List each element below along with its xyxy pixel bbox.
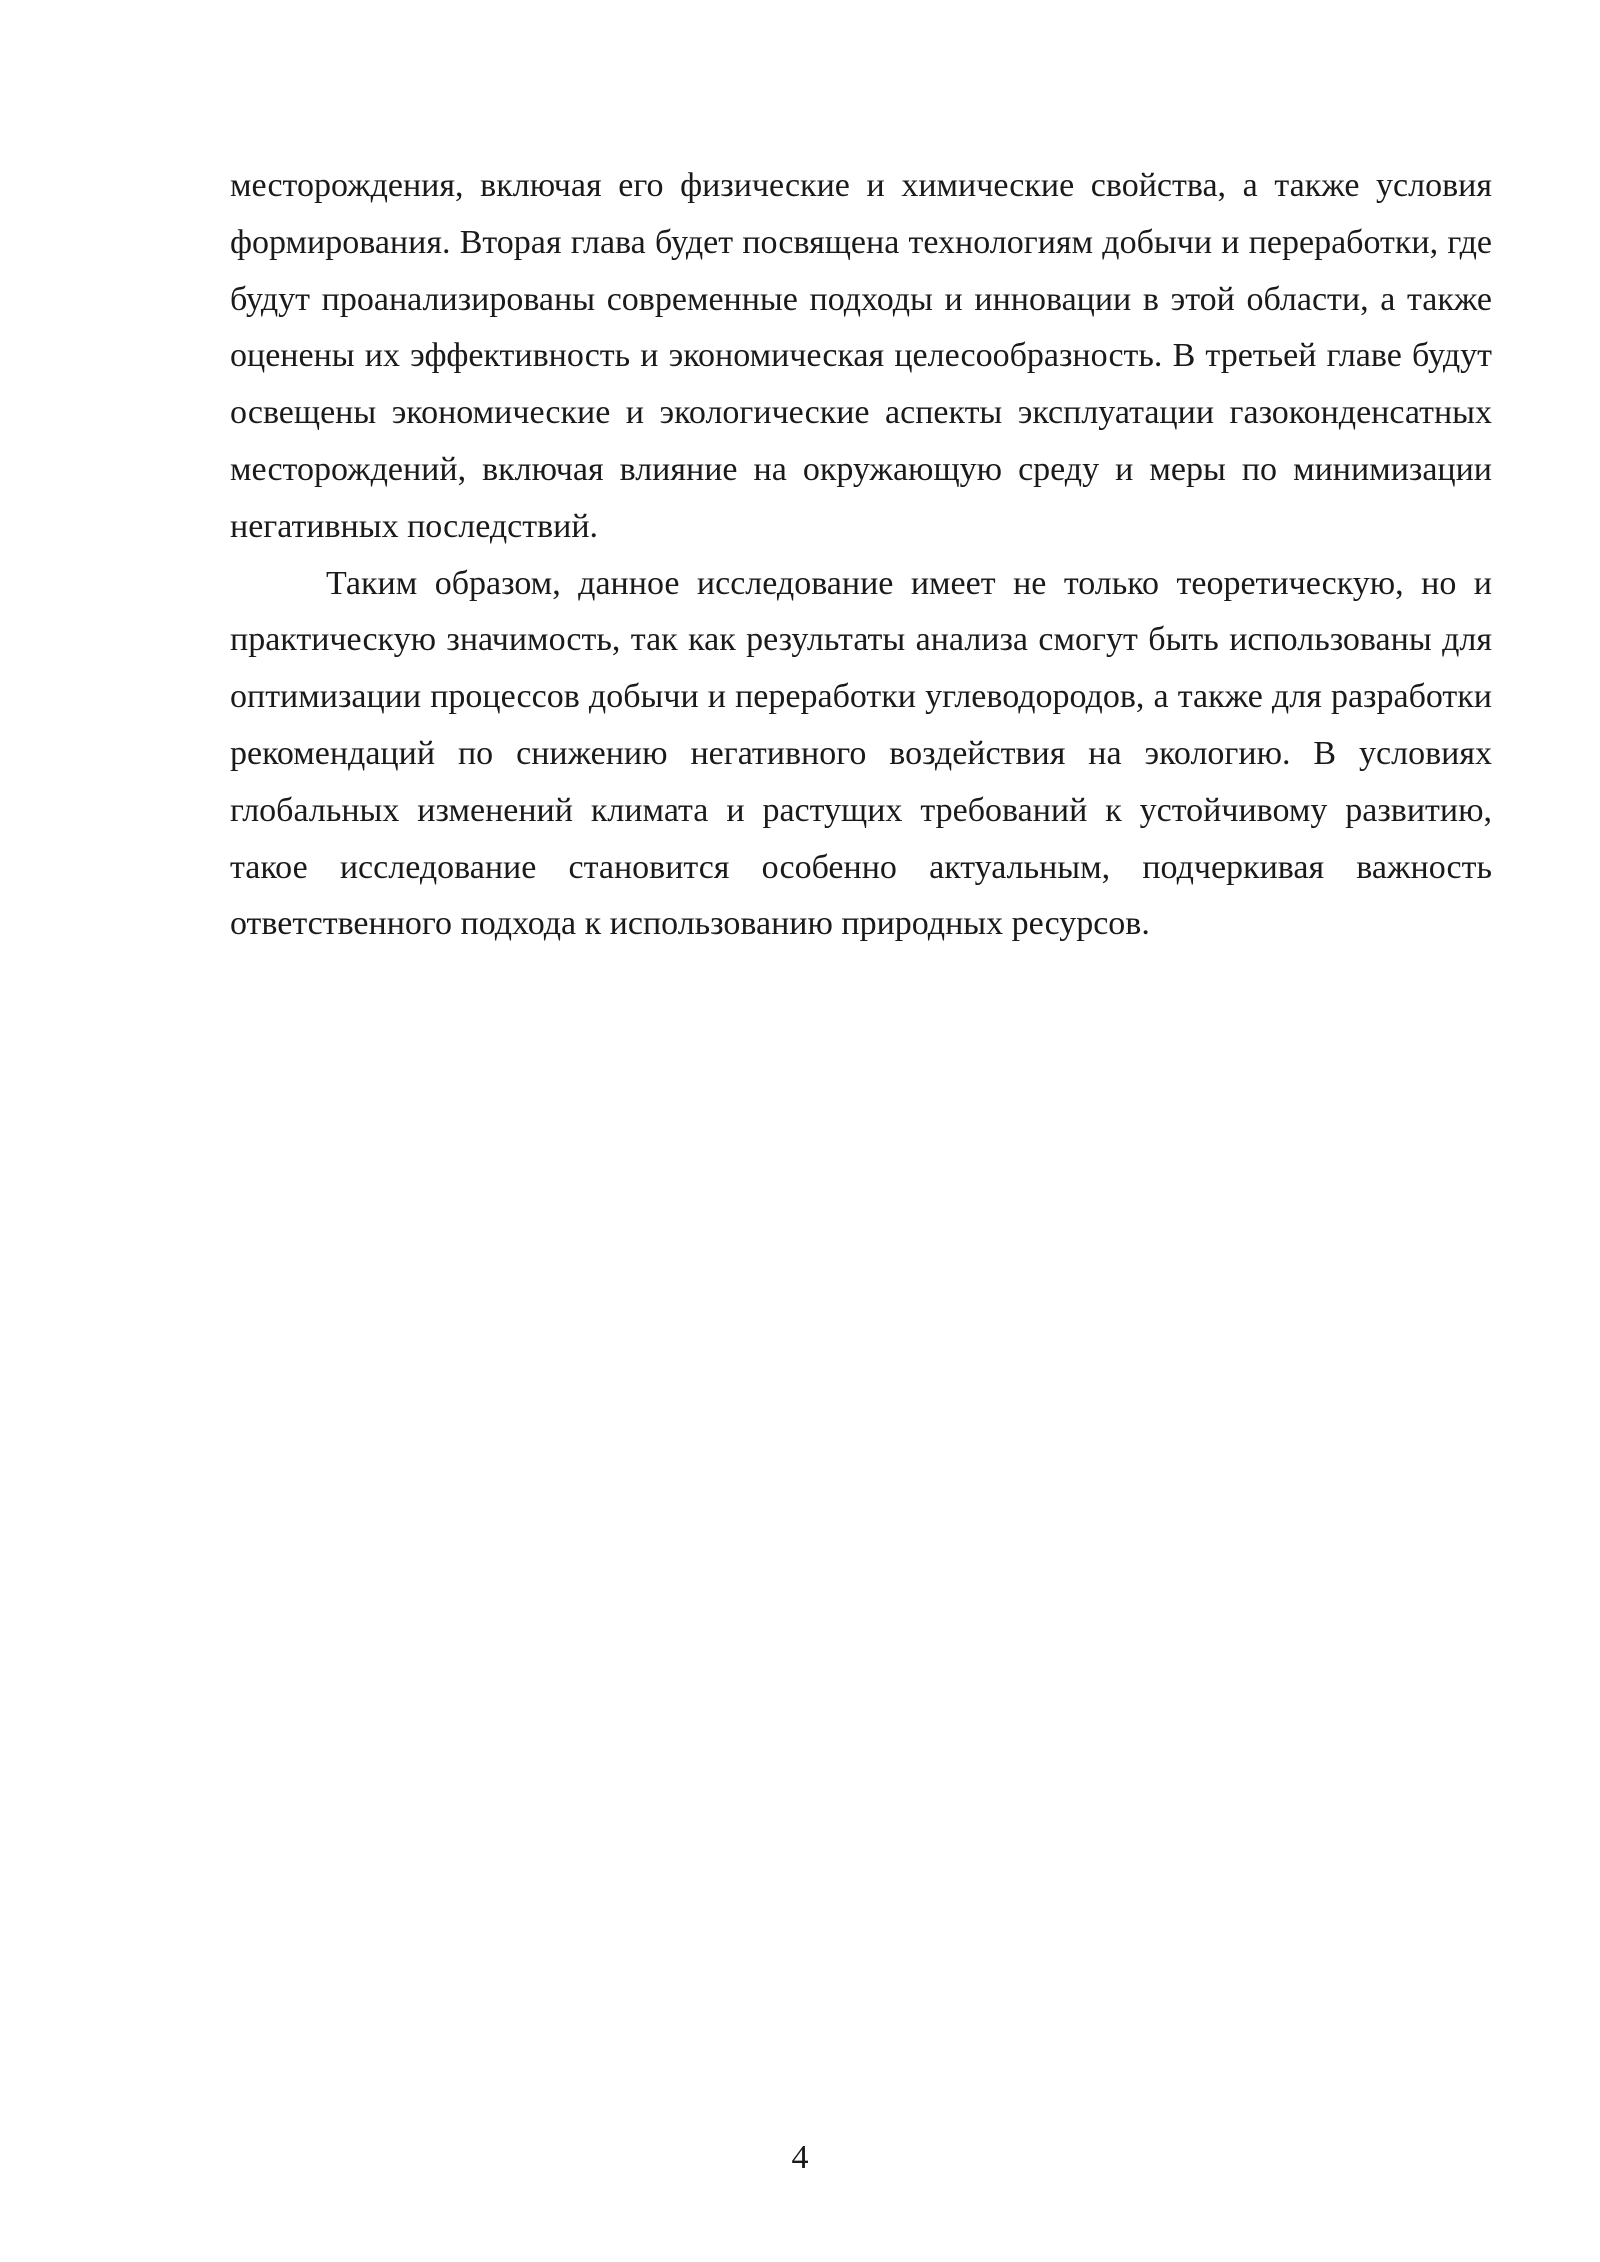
- page-number: 4: [791, 2139, 809, 2176]
- body-text: [230, 158, 1492, 953]
- paragraph-conclusion: Таким образом, данное исследование имеет не только теоретическую, но и практическую значимость, так как результаты анализа смогут быть использованы для оптимизации процессов добычи и переработки углеводородов, а также для разработки рекомендаций по снижению негативного воздействия на экологию. В условиях глобальных изменений климата и растущих требований к устойчивому развитию, такое исследование становится особенно актуальным, подчеркивая важность ответственного подхода к использованию природных ресурсов.: [230, 564, 1492, 943]
- paragraph-continuation: месторождения, включая его физические и химические свойства, а также условия формирования. Вторая глава будет посвящена технологиям добычи и переработки, где будут проанализированы современные подходы и инновации в этой области, а также оценены их эффективность и экономическая целесообразность. В третьей главе будут освещены экономические и экологические аспекты эксплуатации газоконденсатных месторождений, включая влияние на окружающую среду и меры по минимизации негативных последствий.: [230, 167, 1492, 545]
